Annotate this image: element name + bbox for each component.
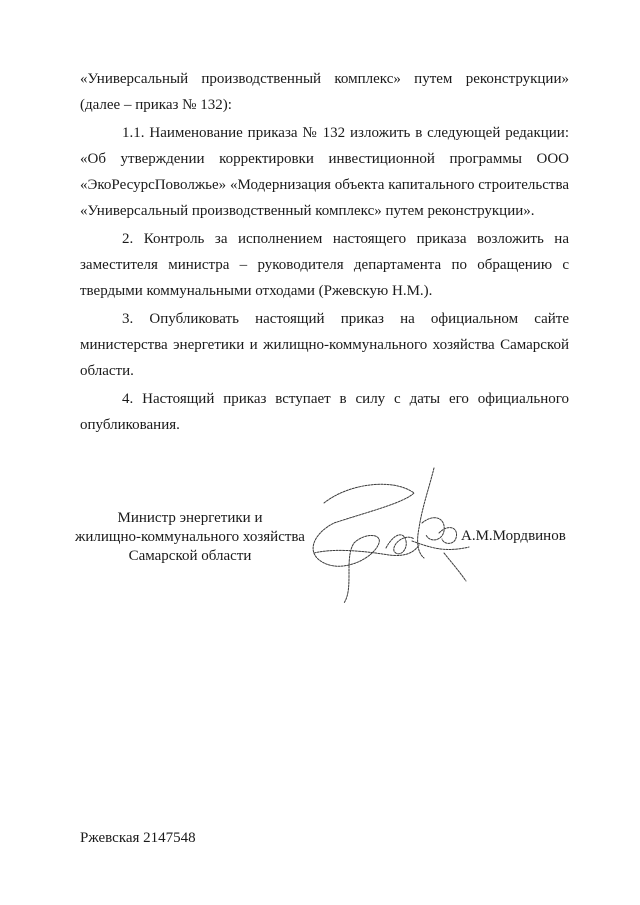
paragraph-item-1-1: 1.1. Наименование приказа № 132 изложить в следующей редакции: «Об утверждении корректировки инвестиционной программы ООО «ЭкоРесурсПоволжье» «Модернизация объекта капитального строительства «Универсальный производственный комплекс» путем реконструкции». (80, 125, 569, 219)
handwritten-signature-icon (294, 463, 474, 608)
signer-name: А.М.Мордвинов (461, 528, 566, 544)
signature-block (72, 505, 572, 595)
signer-position-line-1: Министр энергетики и (117, 510, 263, 526)
paragraph-intro: «Универсальный производственный комплекс» путем реконструкции» (далее – приказ № 132): (80, 71, 569, 113)
signer-position-line-2: жилищно-коммунального хозяйства (75, 529, 305, 545)
signer-position-line-3: Самарской области (128, 548, 252, 564)
signer-position (72, 509, 308, 566)
paragraph-item-3: 3. Опубликовать настоящий приказ на официальном сайте министерства энергетики и жилищно-коммунального хозяйства Самарской области. (80, 311, 569, 379)
paragraph-item-2: 2. Контроль за исполнением настоящего приказа возложить на заместителя министра – руководителя департамента по обращению с твердыми коммунальными отходами (Ржевскую Н.М.). (80, 231, 569, 299)
executor-info: Ржевская 2147548 (80, 830, 196, 846)
document-body (80, 66, 569, 438)
paragraph-item-4: 4. Настоящий приказ вступает в силу с даты его официального опубликования. (80, 391, 569, 433)
